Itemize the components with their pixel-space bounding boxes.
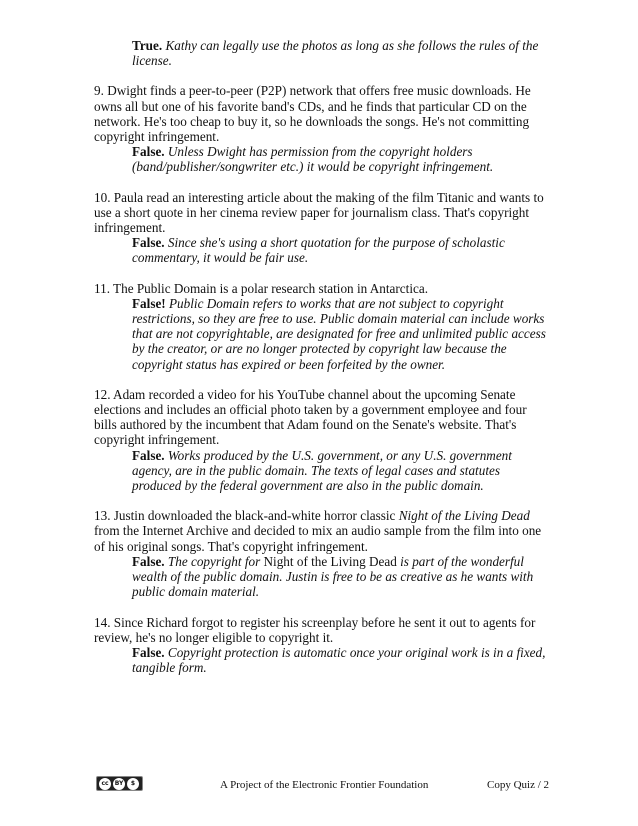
answer-verdict: False.	[132, 447, 165, 463]
quiz-item-9	[94, 83, 550, 174]
page-footer	[0, 776, 638, 794]
answer-verdict: False.	[132, 144, 165, 160]
footer-project-credit: A Project of the Electronic Frontier Foundation	[220, 779, 429, 791]
question-text-start: 13. Justin downloaded the black-and-white horror classic	[94, 508, 399, 524]
question-text: 9. Dwight finds a peer-to-peer (P2P) network that offers free music downloads. He owns all but one of his favorite band's CDs, and he finds that particular CD on the network. He's too cheap to buy it, so he downloads the songs. He's not committing copyright infringement.	[94, 83, 531, 145]
answer	[132, 38, 550, 68]
question-text: 11. The Public Domain is a polar research station in Antarctica.	[94, 280, 428, 296]
question-text-end: from the Internet Archive and decided to mix an audio sample from the film into one of his original songs. That's copyright infringement.	[94, 523, 542, 554]
creative-commons-license-badge[interactable]	[96, 776, 143, 791]
answer-explanation: Copyright protection is automatic once your original work is in a fixed, tangible form.	[132, 644, 546, 676]
answer-explanation: Works produced by the U.S. government, or any U.S. government agency, are in the public domain. The texts of legal cases and statutes produced by the federal government are also in the public domain.	[132, 447, 512, 494]
quiz-item-13	[94, 508, 550, 599]
answer-verdict: False.	[132, 644, 165, 660]
answer-explanation: Public Domain refers to works that are not subject to copyright restrictions, so they are free to use. Public domain material can include works that are not copyrightable, are designated for free and unlimited public access by the creator, or are no longer protected by copyright law because the copyright status has expired or been forfeited by the owner.	[132, 295, 546, 372]
question-text: 12. Adam recorded a video for his YouTube channel about the upcoming Senate elections and includes an official photo taken by a government employee and four bills authored by the incumbent that Adam found on the Senate's website. That's copyright infringement.	[94, 386, 527, 448]
answer-explanation-start: The copyright for	[164, 553, 264, 569]
answer-verdict: False.	[132, 553, 165, 569]
footer-page-number: Copy Quiz / 2	[487, 779, 550, 791]
answer-explanation-end: is part of the wonderful wealth of the public domain. Justin is free to be as creative as he wants with public domain material.	[132, 553, 534, 600]
quiz-item-11	[94, 281, 550, 372]
nc-icon: $	[127, 778, 139, 790]
answer	[132, 554, 550, 600]
answer-explanation: Kathy can legally use the photos as long as she follows the rules of the license.	[132, 38, 539, 69]
answer	[132, 144, 550, 174]
answer	[132, 645, 550, 675]
document-body	[94, 38, 550, 690]
question-text: 14. Since Richard forgot to register his screenplay before he sent it out to agents for review, he's no longer eligible to copyright it.	[94, 614, 536, 645]
by-icon: BY	[113, 778, 125, 790]
quiz-item-14	[94, 615, 550, 676]
question-text	[94, 508, 550, 554]
question-text: 10. Paula read an interesting article about the making of the film Titanic and wants to use a short quote in her cinema review paper for journalism class. That's copyright infringement.	[94, 189, 544, 236]
answer	[132, 448, 550, 494]
quiz-item-12	[94, 387, 550, 493]
quiz-item-10	[94, 190, 550, 266]
answer-verdict: False!	[132, 295, 166, 311]
answer	[132, 235, 550, 265]
quiz-item-8-answer	[94, 38, 550, 68]
film-title: Night of the Living Dead	[398, 508, 530, 524]
cc-icon: cc	[99, 778, 111, 790]
film-title: Night of the Living Dead	[263, 553, 397, 569]
answer-verdict: True.	[132, 38, 163, 53]
answer-verdict: False.	[132, 235, 165, 251]
answer	[132, 296, 550, 372]
answer-explanation: Unless Dwight has permission from the copyright holders (band/publisher/songwriter etc.) it would be copyright infringement.	[132, 144, 494, 175]
answer-explanation: Since she's using a short quotation for the purpose of scholastic commentary, it would be fair use.	[132, 235, 505, 266]
